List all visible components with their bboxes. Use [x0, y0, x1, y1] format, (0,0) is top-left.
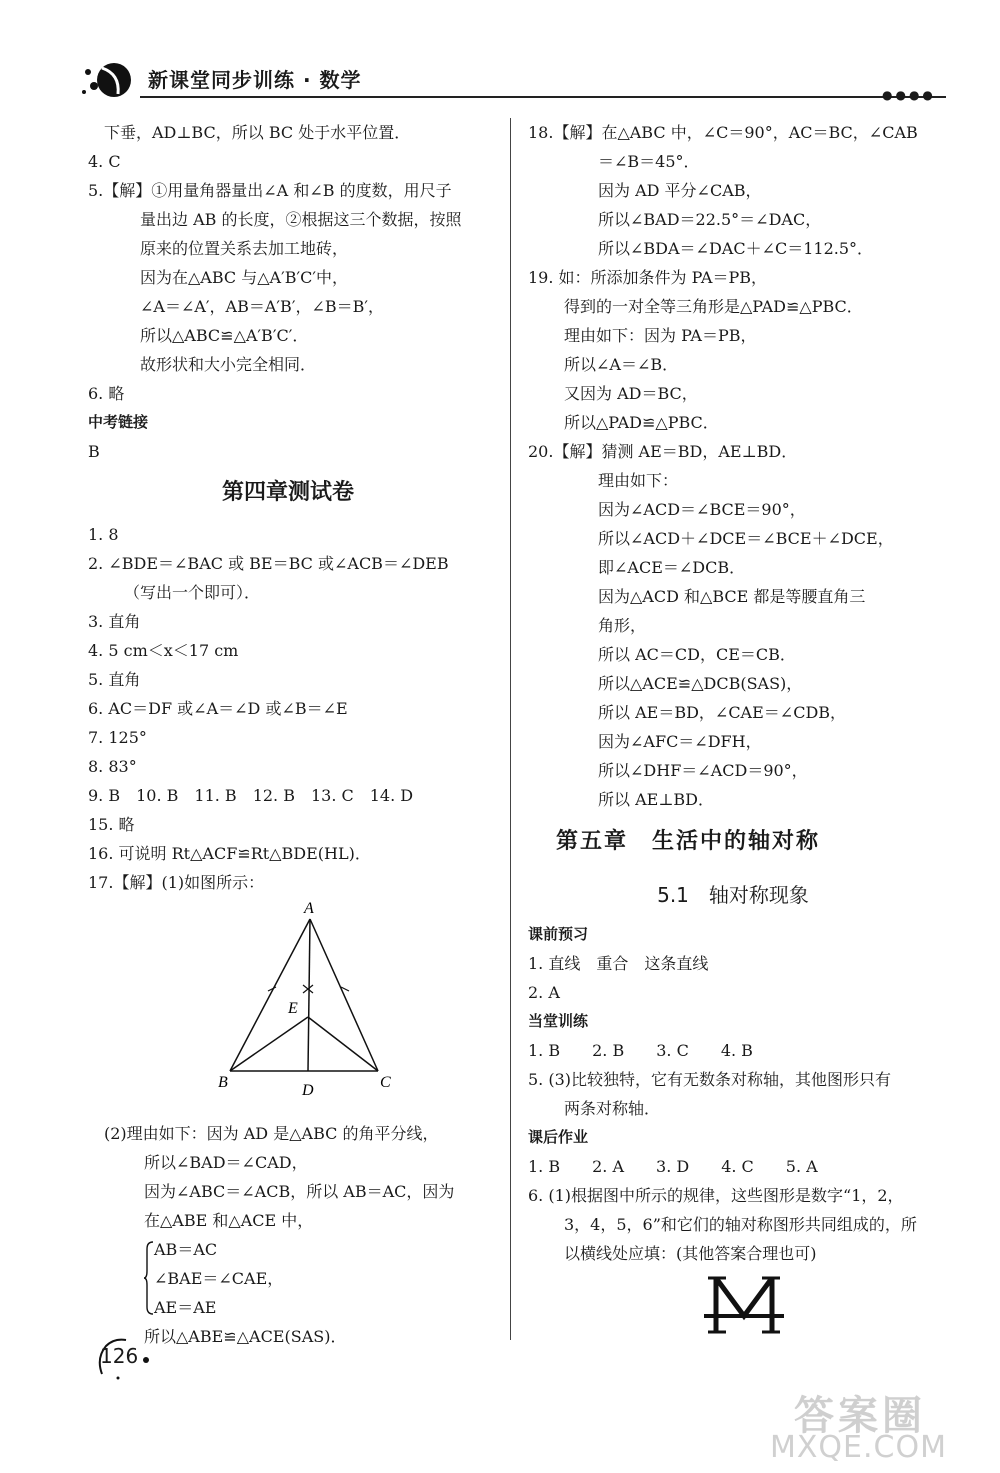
answer-line: 1. B 2. B 3. C 4. B [528, 1041, 753, 1060]
answer-line: 1. B 2. A 3. D 4. C 5. A [528, 1157, 818, 1176]
subsection-label: 课前预习 [528, 925, 589, 943]
answer-line: 下垂，AD⊥BC，所以 BC 处于水平位置． [104, 123, 411, 142]
answer-line: 2. ∠BDE＝∠BAC 或 BE＝BC 或∠ACB＝∠DEB [88, 554, 449, 573]
answer-line: （写出一个即可）． [124, 583, 261, 602]
answer-line: 1. 直线 重合 这条直线 [528, 954, 709, 973]
answer-line: (2)理由如下：因为 AD 是△ABC 的角平分线， [104, 1124, 439, 1143]
answer-line: 因为∠ABC＝∠ACB，所以 AB＝AC，因为 [144, 1182, 455, 1201]
page-number [96, 1336, 152, 1380]
subsection-label: 当堂训练 [528, 1012, 589, 1030]
answer-line: 所以 AE＝BD，∠CAE＝∠CDB， [598, 703, 847, 722]
chapter-title: 第五章 生活中的轴对称 [556, 829, 821, 854]
logo-icon [80, 60, 136, 100]
answer-line: 20.【解】猜测 AE＝BD，AE⊥BD． [528, 442, 798, 461]
answer-line: 因为∠AFC＝∠DFH， [598, 732, 762, 751]
answer-line: 15. 略 [88, 815, 135, 834]
answer-line: 因为在△ABC 与△A′B′C′中， [140, 268, 349, 287]
answer-line: 4. C [88, 152, 121, 171]
answer-line: 18.【解】在△ABC 中，∠C＝90°，AC＝BC，∠CAB [528, 123, 918, 142]
subsection-label: 课后作业 [528, 1128, 589, 1146]
answer-line: 得到的一对全等三角形是△PAD≌△PBC． [564, 297, 863, 316]
brace-line: AE＝AE [154, 1298, 217, 1317]
brace-line: ∠BAE＝∠CAE， [154, 1269, 284, 1288]
answer-line: 理由如下：因为 PA＝PB， [564, 326, 757, 345]
symmetry-figure [528, 1268, 938, 1342]
answer-line: 6. (1)根据图中所示的规律，这些图形是数字“1，2， [528, 1186, 904, 1205]
answer-line: 所以∠ACD＋∠DCE＝∠BCE＋∠DCE， [598, 529, 894, 548]
answer-line: 故形状和大小完全相同． [140, 355, 317, 374]
answer-line: 所以△ABC≌△A′B′C′． [140, 326, 309, 345]
header-rule [140, 96, 946, 98]
answer-line: 所以∠DHF＝∠ACD＝90°， [598, 761, 808, 780]
answer-line: 5. 直角 [88, 670, 141, 689]
answer-line: 因为△ACD 和△BCE 都是等腰直角三 [598, 587, 866, 606]
header-dots: ●●●● [882, 88, 936, 102]
answer-line: 以横线处应填：(其他答案合理也可) [564, 1244, 817, 1263]
answer-line: 3，4，5，6”和它们的轴对称图形共同组成的，所 [564, 1215, 917, 1234]
answer-line: 1. 8 [88, 525, 119, 544]
left-column [88, 118, 488, 1351]
answer-line: 17.【解】(1)如图所示： [88, 873, 265, 892]
answer-line: 即∠ACE＝∠DCB． [598, 558, 746, 577]
answer-line: 因为 AD 平分∠CAB， [598, 181, 762, 200]
proof-brace-group [88, 1235, 488, 1322]
answer-line: 16. 可说明 Rt△ACF≌Rt△BDE(HL)． [88, 844, 371, 863]
answer-line: 所以△ACE≌△DCB(SAS)， [598, 674, 803, 693]
vertex-label-e: E [288, 1000, 298, 1017]
subsection-label: 中考链接 [88, 413, 149, 431]
column-divider [510, 118, 511, 1340]
answer-line: 所以 AE⊥BD． [598, 790, 714, 809]
vertex-label-a: A [304, 900, 314, 917]
brace-line: AB＝AC [154, 1240, 218, 1259]
answer-line: 理由如下： [598, 471, 679, 490]
vertex-label-b: B [218, 1074, 228, 1091]
answer-line: 7. 125° [88, 728, 147, 747]
answer-line: 所以∠A＝∠B． [564, 355, 679, 374]
answer-line: ＝∠B＝45°． [598, 152, 700, 171]
answer-line: 2. A [528, 983, 560, 1002]
answer-line: 所以△ABE≌△ACE(SAS)． [144, 1327, 347, 1346]
answer-line: 原来的位置关系去加工地砖， [140, 239, 349, 258]
answer-line: 又因为 AD＝BC， [564, 384, 698, 403]
answer-line: 19. 如：所添加条件为 PA＝PB， [528, 268, 767, 287]
vertex-label-c: C [380, 1074, 391, 1091]
watermark-text: MXQE.COM [770, 1430, 947, 1465]
brace-icon [144, 1241, 154, 1315]
answer-line: B [88, 442, 100, 461]
answer-line: 两条对称轴． [564, 1099, 661, 1118]
answer-line: 量出边 AB 的长度，②根据这三个数据，按照 [140, 210, 462, 229]
answer-line: 6. AC＝DF 或∠A＝∠D 或∠B＝∠E [88, 699, 348, 718]
answer-line: 所以∠BAD＝∠CAD， [144, 1153, 308, 1172]
answer-line: 4. 5 cm＜x＜17 cm [88, 641, 239, 660]
subsection-title: 5.1 轴对称现象 [657, 883, 809, 907]
section-title: 第四章测试卷 [221, 480, 354, 505]
answer-line: 6. 略 [88, 384, 125, 403]
answer-line: 8. 83° [88, 757, 137, 776]
mirrored-m-figure [704, 1272, 784, 1338]
watermark-logo: 答案圈 [794, 1393, 926, 1439]
answer-line: ∠A＝∠A′，AB＝A′B′，∠B＝B′， [140, 297, 385, 316]
answer-line: 在△ABE 和△ACE 中， [144, 1211, 314, 1230]
header-title: 新课堂同步训练 · 数学 [148, 68, 362, 92]
answer-line: 9. B 10. B 11. B 12. B 13. C 14. D [88, 786, 414, 805]
answer-line: 3. 直角 [88, 612, 141, 631]
page-number-label: 126 [100, 1344, 139, 1368]
answer-line: 5. (3)比较独特，它有无数条对称轴，其他图形只有 [528, 1070, 892, 1089]
answer-line: 所以 AC＝CD，CE＝CB． [598, 645, 796, 664]
watermark [770, 1384, 994, 1468]
answer-line: 因为∠ACD＝∠BCE＝90°， [598, 500, 806, 519]
answer-line: 所以△PAD≌△PBC． [564, 413, 719, 432]
answer-line: 所以∠BAD＝22.5°＝∠DAC， [598, 210, 822, 229]
answer-line: 5.【解】①用量角器量出∠A 和∠B 的度数，用尺子 [88, 181, 452, 200]
page-header [80, 58, 940, 102]
triangle-figure [88, 897, 488, 1119]
answer-line: 角形， [598, 616, 647, 635]
triangle-diagram [218, 897, 418, 1117]
vertex-label-d: D [302, 1082, 314, 1099]
answer-line: 所以∠BDA＝∠DAC＋∠C＝112.5°． [598, 239, 874, 258]
right-column [528, 118, 938, 1342]
